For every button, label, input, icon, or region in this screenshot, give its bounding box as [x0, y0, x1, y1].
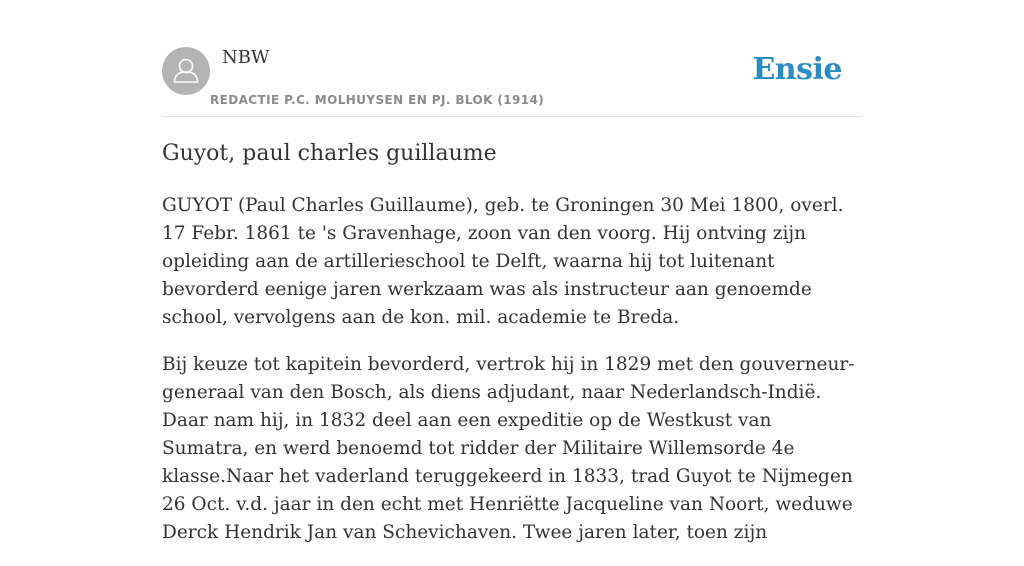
article-paragraph: GUYOT (Paul Charles Guillaume), geb. te Groningen 30 Mei 1800, overl. 17 Febr. 1861 te 's Gravenhage, zoon van den voorg. Hij ontving zijn opleiding aan de artillerieschool te Delft, waarna hij tot luitenant bevorderd eenige jaren werkzaam was als instructeur aan genoemde school, vervolgens aan de kon. mil. academie te Breda.	[162, 195, 844, 328]
page-title: Guyot, paul charles guillaume	[162, 141, 497, 166]
user-placeholder-icon	[162, 47, 210, 95]
source-header	[162, 46, 862, 117]
source-name[interactable]: NBW	[222, 47, 270, 68]
brand-logo[interactable]: Ensie	[752, 52, 842, 87]
article-paragraph: Bij keuze tot kapitein bevorderd, vertrok hij in 1829 met den gouverneur-generaal van den Bosch, als diens adjudant, naar Nederlandsch-Indië. Daar nam hij, in 1832 deel aan een expeditie op de Westkust van Sumatra, en werd benoemd tot ridder der Militaire Willemsorde 4e klasse.Naar het vaderland teruggekeerd in 1833, trad Guyot te Nijmegen 26 Oct. v.d. jaar in den echt met Henriëtte Jacqueline van Noort, weduwe Derck Hendrik Jan van Schevichaven. Twee jaren later, toen zijn	[162, 354, 855, 543]
source-subtitle: REDACTIE P.C. MOLHUYSEN EN PJ. BLOK (1914)	[210, 93, 545, 107]
article-body	[162, 192, 862, 566]
